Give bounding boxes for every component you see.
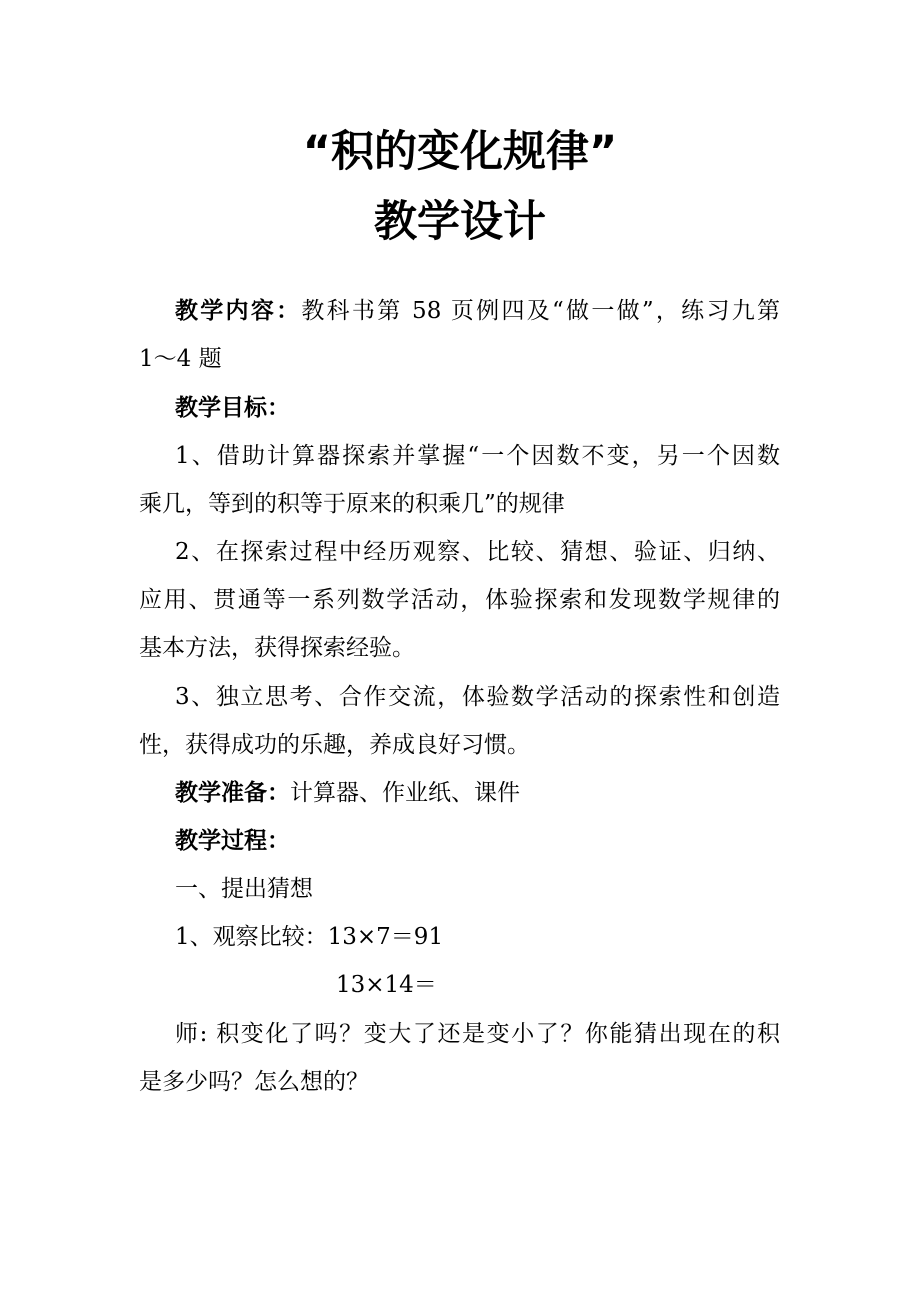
calculation-line: 13×14＝ (336, 972, 437, 998)
objective-2-line-3: 基本方法，获得探索经验。 (139, 635, 415, 661)
objective-3-line-2: 性，获得成功的乐趣，养成良好习惯。 (139, 732, 530, 758)
teaching-content-paragraph (175, 296, 780, 326)
objective-2-line-2: 应用、贯通等一系列数学活动，体验探索和发现数学规律的 (139, 587, 780, 613)
objective-1-line-1: 1、借助计算器探索并掌握“一个因数不变，另一个因数 (175, 443, 780, 469)
section-heading: 一、提出猜想 (175, 876, 313, 902)
teaching-process-label: 教学过程： (175, 828, 290, 854)
objective-2-line-1: 2、在探索过程中经历观察、比较、猜想、验证、归纳、 (175, 539, 780, 565)
teaching-content-text: 教科书第 58 页例四及“做一做”，练习九第 (301, 298, 781, 324)
teaching-preparation-text: 计算器、作业纸、课件 (290, 780, 520, 806)
teacher-question-line-1: 师: 积变化了吗？变大了还是变小了？你能猜出现在的积 (175, 1021, 780, 1047)
observe-compare-line: 1、观察比较：13×7＝91 (175, 924, 444, 950)
document-title: “积的变化规律” (302, 127, 618, 177)
teacher-question-line-2: 是多少吗？怎么想的？ (139, 1069, 369, 1095)
teaching-content-continuation: 1～4 题 (139, 346, 222, 372)
teaching-objectives-label: 教学目标： (175, 395, 290, 421)
teaching-content-label: 教学内容： (175, 298, 302, 324)
teaching-preparation-label: 教学准备： (175, 780, 290, 806)
objective-1-line-2: 乘几，等到的积等于原来的积乘几”的规律 (139, 491, 565, 517)
objective-3-line-1: 3、独立思考、合作交流，体验数学活动的探索性和创造 (175, 684, 780, 710)
teaching-preparation-paragraph (175, 778, 520, 808)
document-subtitle: 教学设计 (374, 197, 546, 247)
